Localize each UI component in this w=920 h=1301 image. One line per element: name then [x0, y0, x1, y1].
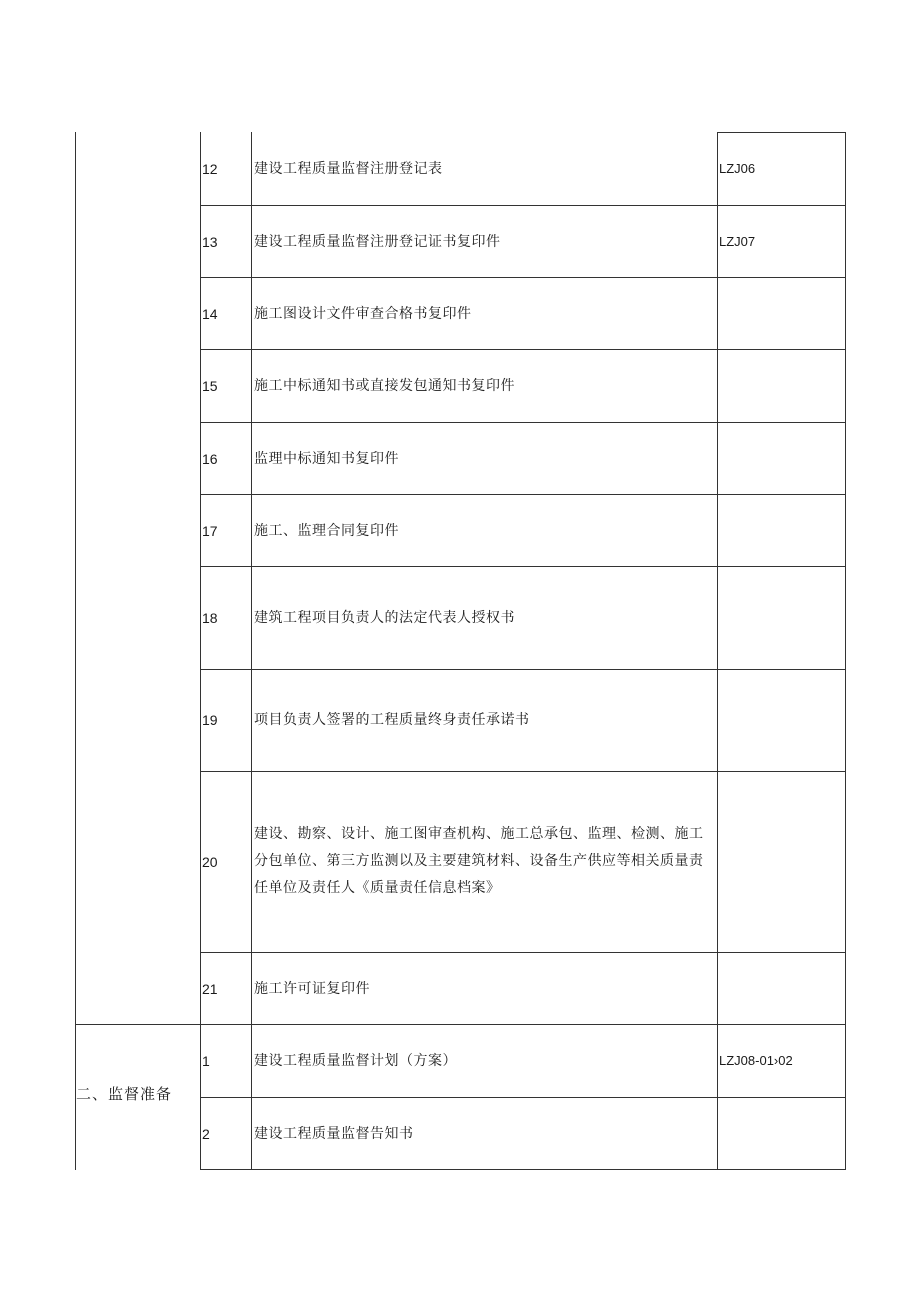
- row-border: [200, 277, 846, 278]
- row-document-name: 建筑工程项目负责人的法定代表人授权书: [254, 610, 515, 626]
- row-document-name: 建设工程质量监督注册登记表: [254, 161, 443, 177]
- row-number: 19: [202, 712, 218, 728]
- row-form-code: LZJ07: [719, 234, 756, 249]
- row-document-name: 监理中标通知书复印件: [254, 451, 399, 467]
- row-form-code: LZJ06: [719, 161, 756, 176]
- row-document-name: 建设工程质量监督计划（方案）: [254, 1053, 457, 1069]
- row-document-name: 施工图设计文件审查合格书复印件: [254, 306, 472, 322]
- row-document-name: 建设工程质量监督注册登记证书复印件: [254, 234, 501, 250]
- row-border: [200, 349, 846, 350]
- table-border-no-left: [200, 132, 201, 1170]
- row-document-name: 建设工程质量监督告知书: [254, 1126, 414, 1142]
- row-number: 14: [202, 306, 218, 322]
- row-number: 21: [202, 981, 218, 997]
- row-border: [200, 422, 846, 423]
- row-document-name: 项目负责人签署的工程质量终身责任承诺书: [254, 712, 530, 728]
- row-border: [200, 669, 846, 670]
- row-border: [200, 1097, 846, 1098]
- table-border-bottom: [200, 1169, 846, 1170]
- table-border-left: [75, 132, 76, 1170]
- row-number: 20: [202, 854, 218, 870]
- row-border: [200, 494, 846, 495]
- row-document-name: 施工、监理合同复印件: [254, 523, 399, 539]
- row-border: [717, 132, 846, 133]
- row-number: 16: [202, 451, 218, 467]
- row-form-code: LZJ08-01›02: [719, 1053, 793, 1068]
- table-border-right: [845, 132, 846, 1170]
- row-number: 12: [202, 161, 218, 177]
- table-border-name-left: [251, 132, 252, 1170]
- row-number: 1: [202, 1053, 210, 1069]
- row-border: [200, 771, 846, 772]
- row-number: 15: [202, 378, 218, 394]
- row-document-name: 施工许可证复印件: [254, 981, 370, 997]
- row-number: 2: [202, 1126, 210, 1142]
- row-document-name: 建设、勘察、设计、施工图审查机构、施工总承包、监理、检测、施工分包单位、第三方监测以及主要建筑材料、设备生产供应等相关质量责任单位及责任人《质量责任信息档案》: [254, 826, 704, 896]
- table-border-code-left: [717, 132, 718, 1170]
- row-border: [200, 952, 846, 953]
- row-number: 18: [202, 610, 218, 626]
- section-border: [75, 1024, 846, 1025]
- row-document-name: 施工中标通知书或直接发包通知书复印件: [254, 378, 515, 394]
- row-border: [200, 205, 846, 206]
- row-border: [200, 566, 846, 567]
- row-number: 13: [202, 234, 218, 250]
- row-number: 17: [202, 523, 218, 539]
- section-title: 二、监督准备: [76, 1085, 173, 1103]
